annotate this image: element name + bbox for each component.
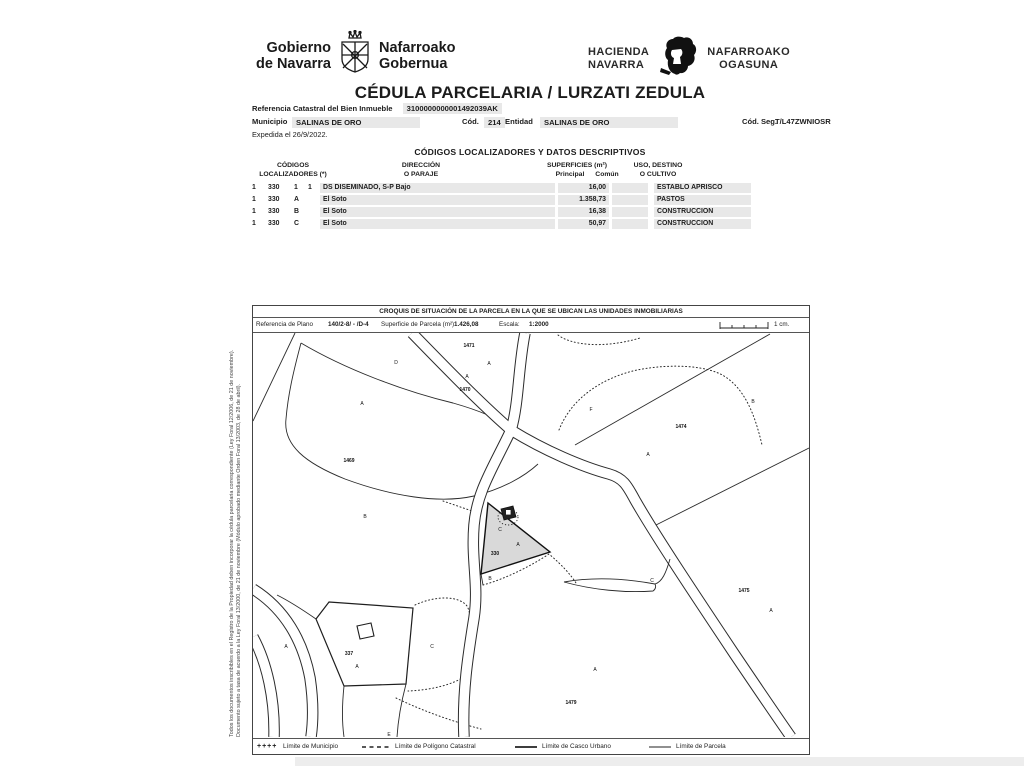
parcel-boundaries bbox=[253, 333, 809, 737]
reference-label: Referencia Catastral del Bien Inmueble bbox=[252, 104, 393, 113]
col-header-codigos: CÓDIGOS LOCALIZADORES (*) bbox=[259, 162, 327, 178]
logo-text: Gobierno bbox=[266, 39, 331, 56]
map-parcel-label: 330 bbox=[490, 551, 500, 557]
scale-value: 1:2000 bbox=[529, 321, 549, 328]
page-title: CÉDULA PARCELARIA / LURZATI ZEDULA bbox=[354, 83, 706, 102]
navarra-shield-icon bbox=[338, 30, 372, 81]
logo-text: Gobernua bbox=[378, 55, 448, 72]
logo-text: de Navarra bbox=[256, 55, 331, 72]
cod-value: 214 bbox=[484, 117, 505, 128]
map-parcel-label: B bbox=[488, 576, 492, 582]
col-header-direccion: DIRECCIÓN O PARAJE bbox=[401, 162, 441, 178]
building-courtyard bbox=[506, 510, 511, 515]
map-legend bbox=[253, 739, 809, 754]
reference-line bbox=[252, 104, 502, 113]
map-area bbox=[253, 333, 809, 739]
legend-label: Límite de Polígono Catastral bbox=[395, 743, 476, 750]
legal-note-line: Todos los documentos inscribibles en el Registro de la Propiedad deben incorporar la cédula parcelaria correspondiente (Ley Foral 12/2006, de 21 de noviembre). bbox=[229, 349, 235, 737]
cod-seg-value: T/L47ZWNIOSR bbox=[775, 117, 831, 126]
map-parcel-label: B bbox=[751, 399, 755, 405]
map-parcel-label: C bbox=[498, 527, 502, 533]
map-parcel-label: A bbox=[646, 452, 650, 458]
municipio-limit-icon: ++++ bbox=[257, 743, 278, 750]
map-parcel-label: B bbox=[363, 514, 367, 520]
table-row: 1 330 C El Soto 50,97 CONSTRUCCION bbox=[252, 219, 808, 230]
map-parcel-label: 337 bbox=[344, 651, 354, 657]
scale-unit: 1 cm. bbox=[774, 321, 790, 328]
legal-note-line: Documento sujeto a tasa de acuerdo a la Ley Foral 13/2000, de 21 de noviembre (Módulo aprobado mediante Orden Foral 13/2003, de 28 de abril). bbox=[236, 383, 243, 737]
table-row: 1 330 A El Soto 1.358,73 PASTOS bbox=[252, 195, 808, 206]
parcel-wedge bbox=[564, 559, 670, 592]
map-parcel-label: A bbox=[284, 644, 288, 650]
scale-label: Escala: bbox=[499, 321, 520, 328]
cod-seg-label: Cód. Seg. bbox=[742, 117, 778, 126]
poligono-limit-icon bbox=[361, 742, 391, 757]
logo-text: OGASUNA bbox=[719, 58, 779, 71]
hacienda-emblem-icon bbox=[655, 36, 701, 81]
logo-text: NAFARROAKO bbox=[707, 46, 791, 58]
parcel-337 bbox=[316, 602, 413, 686]
map-parcel-label: C bbox=[650, 578, 654, 584]
map-parcel-label: A bbox=[769, 608, 773, 614]
map-parcel-label: C bbox=[430, 644, 434, 650]
map-parcel-label: 1475 bbox=[738, 588, 750, 594]
map-parcel-label: A bbox=[516, 542, 520, 548]
croquis-block bbox=[252, 305, 810, 755]
parcel-area-value: 1.426,08 bbox=[454, 321, 479, 328]
logo-text: HACIENDA bbox=[588, 46, 650, 58]
table-row: 1 330 B El Soto 16,38 CONSTRUCCION bbox=[252, 207, 808, 218]
col-header-superficies: SUPERFICIES (m²) bbox=[546, 162, 608, 169]
map-parcel-label: A bbox=[360, 401, 364, 407]
croquis-title: CROQUIS DE SITUACIÓN DE LA PARCELA EN LA QUE SE UBICAN LAS UNIDADES INMOBILIARIAS bbox=[253, 306, 809, 318]
cadastral-map bbox=[253, 333, 809, 737]
section-title: CÓDIGOS LOCALIZADORES Y DATOS DESCRIPTIVOS bbox=[414, 147, 646, 157]
map-parcel-label: 1474 bbox=[675, 424, 687, 430]
map-parcel-label: 1470 bbox=[459, 387, 471, 393]
municipio-value: SALINAS DE ORO bbox=[292, 117, 420, 128]
col-header-uso: USO, DESTINO O CULTIVO bbox=[633, 162, 683, 178]
map-parcel-label: 1479 bbox=[565, 700, 577, 706]
table-row: 1 330 1 1 DS DISEMINADO, S-P Bajo 16,00 ESTABLO APRISCO bbox=[252, 183, 808, 194]
reference-value: 3100000000001492039AK bbox=[403, 103, 502, 114]
legend-label: Límite de Parcela bbox=[676, 743, 726, 750]
map-parcel-label: A bbox=[593, 667, 597, 673]
cod-label: Cód. bbox=[462, 117, 479, 126]
legend-label: Límite de Casco Urbano bbox=[542, 743, 611, 750]
casco-urbano-limit-icon bbox=[514, 742, 538, 757]
plan-ref-label: Referencia de Plano bbox=[256, 321, 314, 328]
poligono-boundaries bbox=[396, 335, 762, 729]
parcel-area-label: Superficie de Parcela (m²) bbox=[381, 321, 455, 328]
page-edge-strip bbox=[295, 757, 1024, 766]
map-parcel-label: 1469 bbox=[343, 458, 355, 464]
hacienda-navarra-logo bbox=[588, 36, 790, 81]
map-parcel-label: D bbox=[394, 360, 398, 366]
entidad-value: SALINAS DE ORO bbox=[540, 117, 678, 128]
legend-label: Límite de Municipio bbox=[283, 743, 339, 750]
map-parcel-label: A bbox=[465, 374, 469, 380]
map-parcel-label: A bbox=[487, 361, 491, 367]
map-parcel-label: A bbox=[355, 664, 359, 670]
parcel-330-highlight bbox=[481, 503, 550, 574]
croquis-info-row bbox=[253, 318, 809, 333]
legal-side-note bbox=[229, 333, 245, 737]
building-footprint bbox=[357, 623, 374, 639]
col-header-principal: Principal bbox=[555, 171, 585, 178]
entidad-label: Entidad bbox=[505, 117, 533, 126]
plan-ref-value: 140/2-8/ - /D-4 bbox=[328, 321, 369, 328]
gobierno-navarra-logo bbox=[256, 30, 456, 81]
map-parcel-label: E bbox=[387, 732, 391, 737]
col-header-comun: Común bbox=[595, 171, 619, 178]
map-parcel-label: 1471 bbox=[463, 343, 475, 349]
municipio-label: Municipio bbox=[252, 117, 288, 126]
expedida-date: Expedida el 26/9/2022. bbox=[252, 130, 328, 139]
parcela-limit-icon bbox=[648, 742, 672, 757]
map-parcel-label: F bbox=[589, 407, 593, 413]
logo-text: NAVARRA bbox=[588, 58, 645, 71]
logo-text: Nafarroako bbox=[378, 39, 456, 56]
